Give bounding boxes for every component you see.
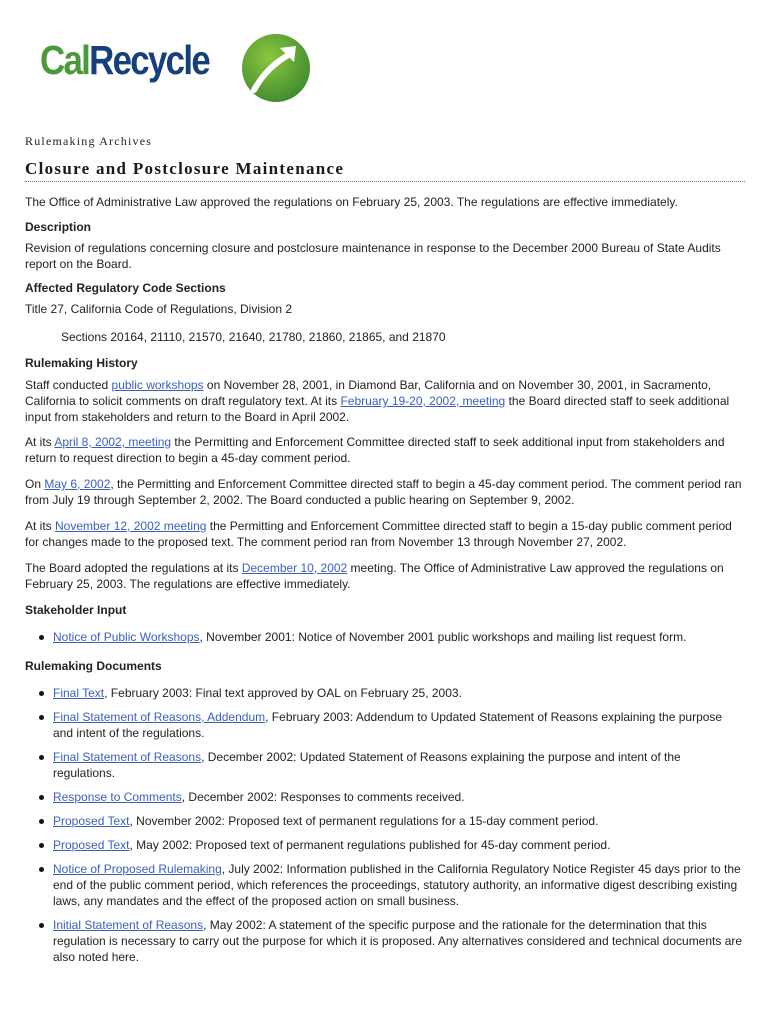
april-meeting-link[interactable]: April 8, 2002, meeting [54,435,172,449]
list-item [53,837,745,853]
history-p2-text-b: the Permitting and Enforcement Committee directed staff to seek additional input from stakeholders and return to request direction to begin a 45-day comment period. [25,435,725,465]
list-item-text: , May 2002: Proposed text of permanent regulations published for 45-day comment period. [129,838,611,852]
notice-proposed-rulemaking-link[interactable]: Notice of Proposed Rulemaking [53,862,222,876]
history-p1-text-c: the Board directed staff to seek additional input from stakeholders and return to the Board in April 2002. [25,394,730,424]
list-item-text: , February 2003: Final text approved by OAL on February 25, 2003. [104,686,462,700]
final-statement-addendum-link[interactable]: Final Statement of Reasons, Addendum [53,710,266,724]
list-item [53,685,745,701]
history-p1-text-a: Staff conducted [25,378,112,392]
history-heading: Rulemaking History [25,356,138,370]
affected-sections-line: Sections 20164, 21110, 21570, 21640, 21780, 21860, 21865, and 21870 [61,330,446,344]
history-paragraph-2 [25,434,745,466]
list-item [53,861,745,909]
may-meeting-link[interactable]: May 6, 2002 [44,477,111,491]
history-p5-text-b: meeting. The Office of Administrative Law approved the regulations on February 25, 2003. The regulations are effective immediately. [25,561,724,591]
history-p2-text-a: At its [25,435,55,449]
logo-recycle-text: Recycle [89,37,210,83]
logo-wordmark [40,37,210,83]
list-item [53,813,745,829]
response-to-comments-link[interactable]: Response to Comments [53,790,182,804]
breadcrumb: Rulemaking Archives [25,134,153,148]
proposed-text-november-link[interactable]: Proposed Text [53,814,130,828]
list-item [53,789,745,805]
recycle-leaf-icon [240,32,312,104]
calrecycle-logo [40,32,280,102]
history-paragraph-3 [25,476,745,508]
history-p4-text-b: the Permitting and Enforcement Committee directed staff to begin a 15-day public comment period for changes made to the proposed text. The comment period ran from November 13 through November 27, 2002. [25,519,732,549]
proposed-text-may-link[interactable]: Proposed Text [53,838,130,852]
final-text-link[interactable]: Final Text [53,686,105,700]
history-p5-text-a: The Board adopted the regulations at its [25,561,242,575]
description-text: Revision of regulations concerning closure and postclosure maintenance in response to the December 2000 Bureau of State Audits report on the Board. [25,241,721,271]
history-p3-text-a: On [25,477,45,491]
list-item-text: , December 2002: Responses to comments received. [181,790,465,804]
stakeholder-list [25,629,745,645]
page-title: Closure and Postclosure Maintenance [25,159,745,182]
list-item [53,749,745,781]
list-item [53,629,745,645]
stakeholder-heading: Stakeholder Input [25,603,127,617]
history-paragraph-5 [25,560,745,592]
list-item-text: , May 2002: A statement of the specific purpose and the rationale for the determination that this regulation is necessary to carry out the purpose for which it is proposed. Any alternatives considered and technical documents are also noted here. [53,918,743,964]
list-item-text: , December 2002: Updated Statement of Reasons explaining the purpose and intent of the regulations. [53,750,681,780]
intro-paragraph: The Office of Administrative Law approved the regulations on February 25, 2003. The regulations are effective immediately. [25,195,678,209]
documents-list [25,685,745,965]
list-item-text: , February 2003: Addendum to Updated Statement of Reasons explaining the purpose and intent of the regulations. [53,710,723,740]
history-p3-text-b: , the Permitting and Enforcement Committee directed staff to begin a 45-day comment period. The comment period ran from July 19 through September 2, 2002. The Board conducted a public hearing on September 9, 2002. [25,477,742,507]
affected-title-line: Title 27, California Code of Regulations, Division 2 [25,302,293,316]
documents-heading: Rulemaking Documents [25,659,162,673]
history-paragraph-1 [25,377,745,425]
logo-cal-text: Cal [40,37,90,83]
history-paragraph-4 [25,518,745,550]
main-content [25,133,745,965]
notice-public-workshops-link[interactable]: Notice of Public Workshops [53,630,200,644]
list-item [53,917,745,965]
initial-statement-link[interactable]: Initial Statement of Reasons [53,918,204,932]
public-workshops-link[interactable]: public workshops [111,378,204,392]
list-item-text: , November 2002: Proposed text of permanent regulations for a 15-day comment period. [129,814,599,828]
final-statement-link[interactable]: Final Statement of Reasons [53,750,202,764]
list-item-text: , November 2001: Notice of November 2001 public workshops and mailing list request form. [199,630,687,644]
february-meeting-link[interactable]: February 19-20, 2002, meeting [340,394,506,408]
list-item [53,709,745,741]
november-meeting-link[interactable]: November 12, 2002 meeting [55,519,207,533]
history-p4-text-a: At its [25,519,56,533]
december-meeting-link[interactable]: December 10, 2002 [241,561,348,575]
history-p1-text-b: on November 28, 2001, in Diamond Bar, California and on November 30, 2001, in Sacramento, California to solicit comments on draft regulatory text. At its [25,378,712,408]
list-item-text: , July 2002: Information published in the California Regulatory Notice Register 45 days prior to the end of the public comment period, which references the proceedings, statutory authority, an informative digest describing existing laws, any mandates and the effect of the proposed action on small business. [53,862,741,908]
affected-heading: Affected Regulatory Code Sections [25,281,226,295]
description-heading: Description [25,220,92,234]
